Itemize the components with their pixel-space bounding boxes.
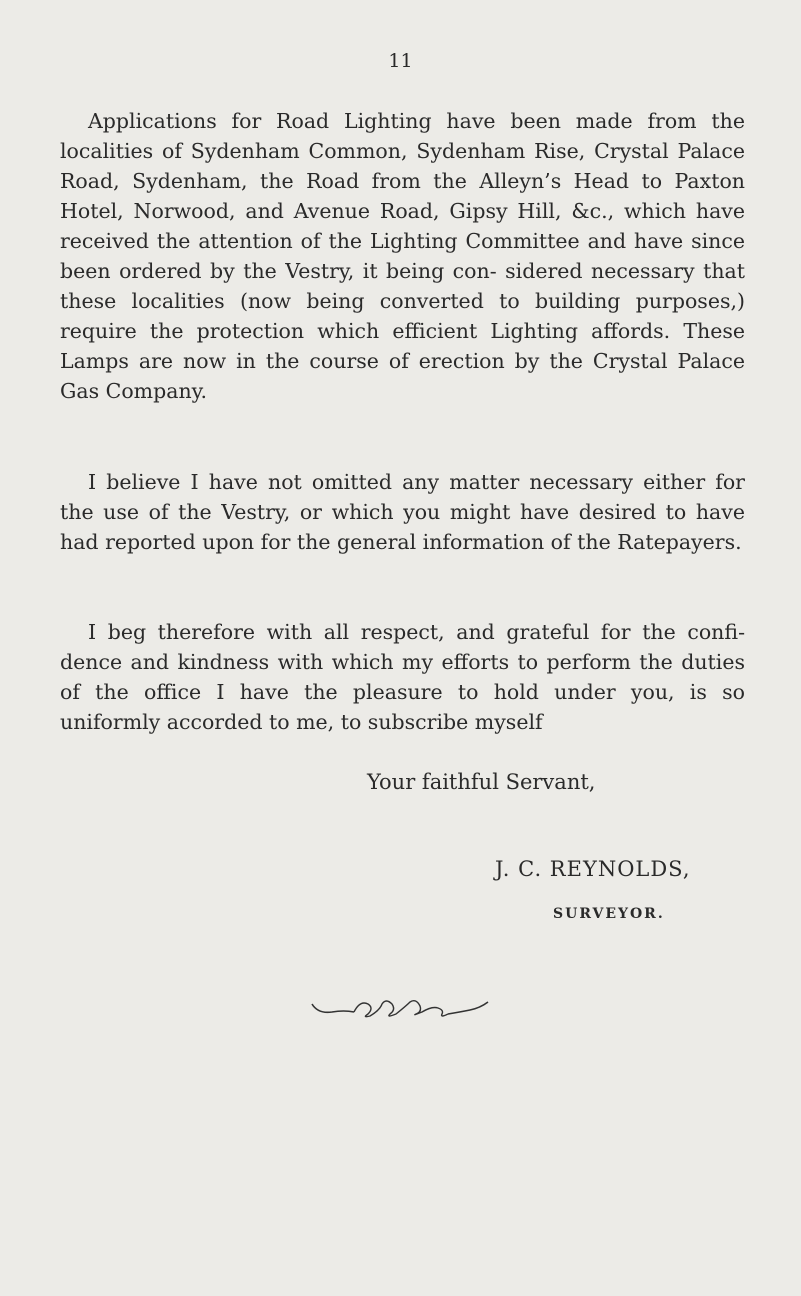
signature-name: J. C. REYNOLDS, bbox=[495, 857, 691, 881]
closing-salutation: Your faithful Servant, bbox=[367, 770, 596, 794]
paragraph-road-lighting: Applications for Road Lighting have been made from the localities of Sydenham Common, Sydenham Rise, Crystal Palace Road, Sydenham, the Road from the Alleyn’s Head to Paxton Hotel, Norwood, and Avenue Road, Gipsy Hill, &c., which have received the attention of the Lighting Committee and have since been ordered by the Vestry, it being con- sidered necessary that these localities (now being converted to building purposes,) require the protection which efficient Lighting affords. These Lamps are now in the course of erection by the Crystal Palace Gas Company. bbox=[60, 109, 745, 403]
decorative-flourish-icon bbox=[310, 992, 490, 1026]
paragraph-subscription: I beg therefore with all respect, and grateful for the confi- dence and kindness with which my efforts to perform the duties of the office I have the pleasure to hold under you, is so uniformly accorded to me, to subscribe myself bbox=[60, 620, 745, 734]
page-number: 11 bbox=[388, 50, 413, 72]
paragraph-matters-reported: I believe I have not omitted any matter necessary either for the use of the Vestry, or which you might have desired to have had reported upon for the general information of the Ratepayers. bbox=[60, 470, 745, 554]
signature-title: SURVEYOR. bbox=[553, 906, 665, 922]
